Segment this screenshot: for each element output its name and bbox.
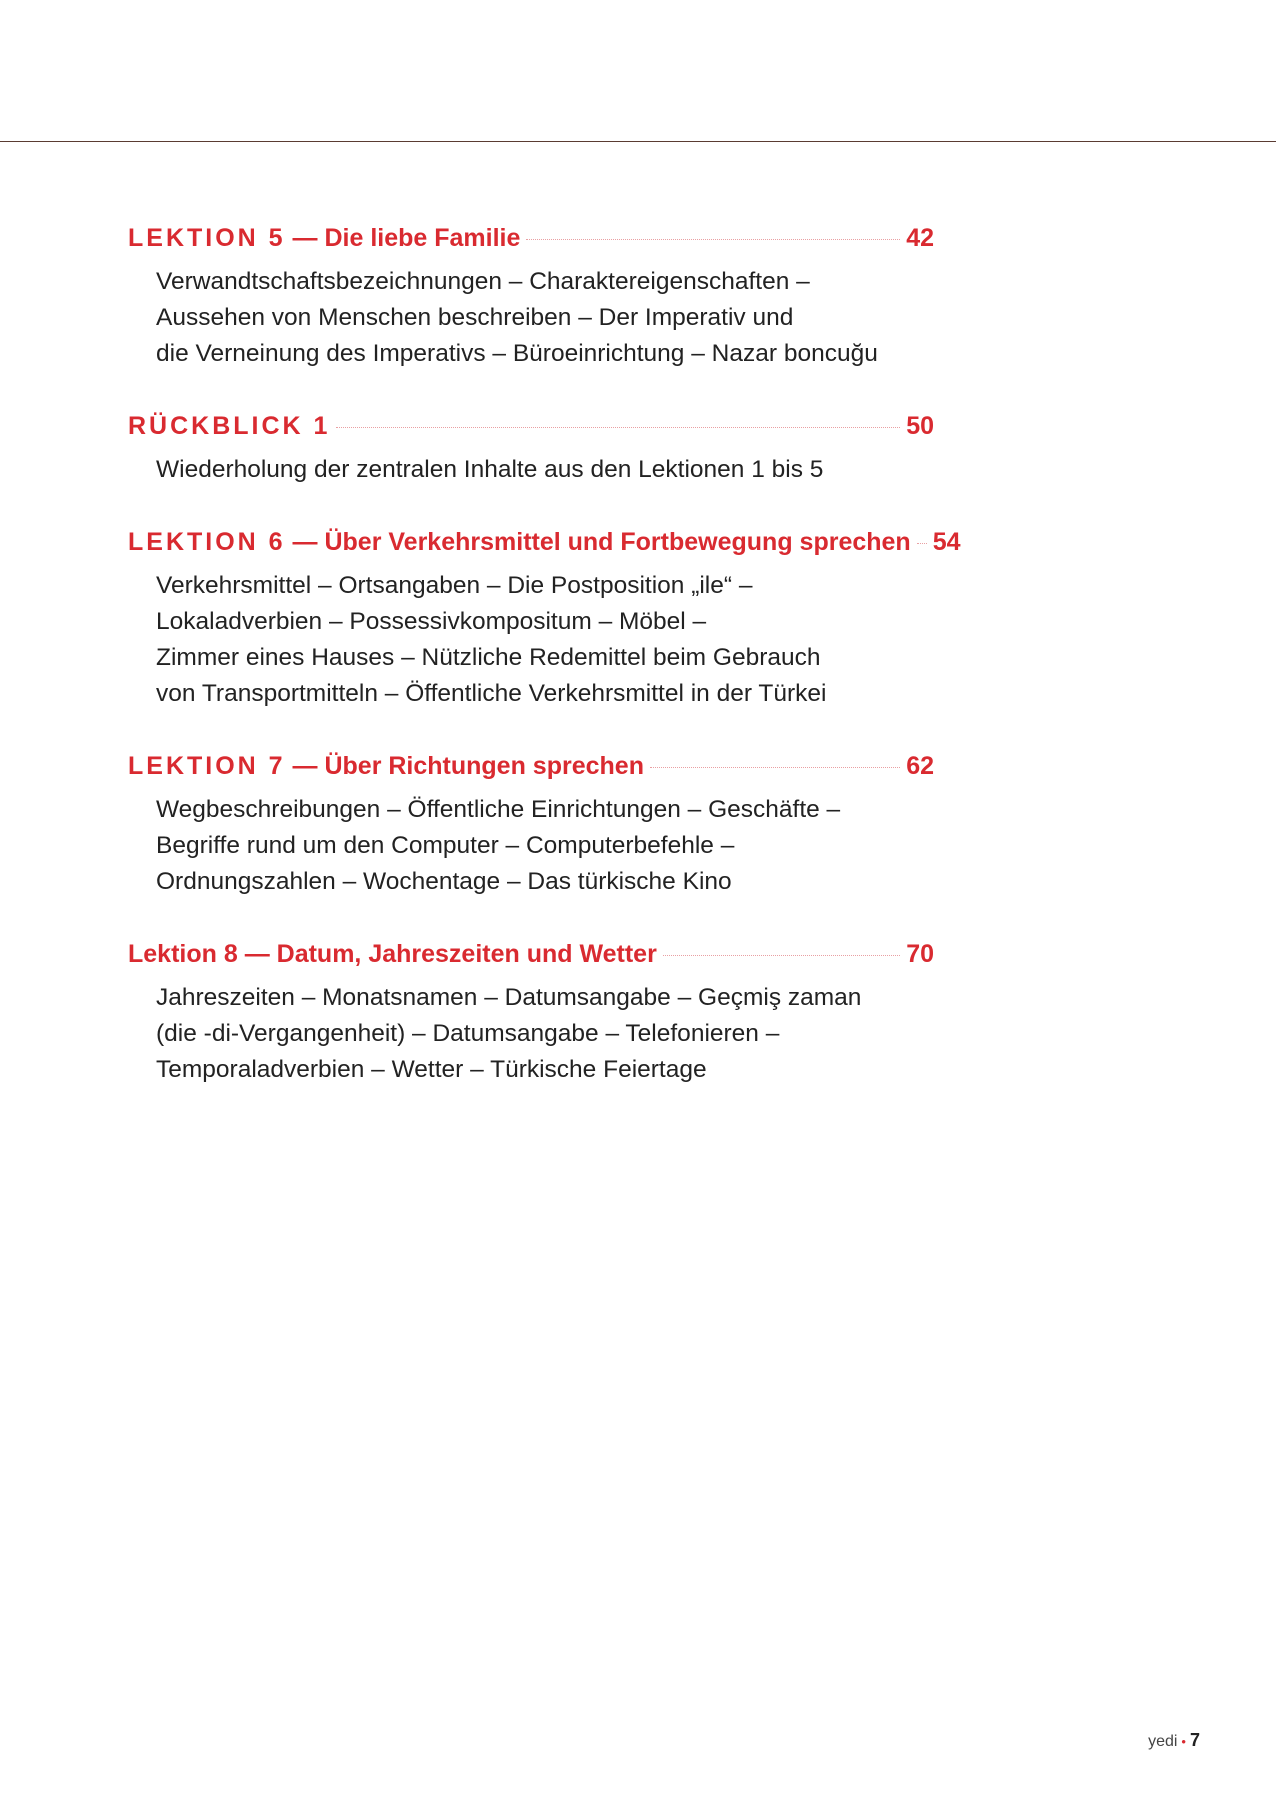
toc-entry-heading[interactable]: [128, 524, 961, 560]
dot-leader: [336, 427, 900, 428]
toc-entry-lektion-5: [128, 220, 934, 372]
toc-entry-lektion-8: [128, 936, 934, 1088]
toc-entry-page: 42: [906, 224, 934, 252]
toc-entry-lektion-7: [128, 748, 934, 900]
toc-entry-description: [128, 568, 934, 712]
dot-leader: [650, 767, 900, 768]
description-line: Wegbeschreibungen – Öffentliche Einrichtungen – Geschäfte –: [156, 796, 841, 823]
toc-entry-label: Lektion 8: [128, 940, 238, 968]
dot-leader: [526, 239, 900, 240]
toc-entry-description: [128, 452, 934, 488]
toc-entry-heading[interactable]: [128, 220, 934, 256]
dot-leader: [663, 955, 900, 956]
description-line: die Verneinung des Imperativs – Büroeinrichtung – Nazar boncuğu: [156, 340, 878, 367]
table-of-contents: [128, 220, 961, 1124]
toc-entry-label: LEKTION 7: [128, 752, 286, 780]
toc-entry-heading[interactable]: [128, 748, 934, 784]
toc-entry-topic: — Datum, Jahreszeiten und Wetter: [237, 940, 657, 968]
toc-entry-topic: — Die liebe Familie: [285, 224, 521, 252]
toc-entry-description: [128, 792, 934, 900]
bullet-separator: •: [1181, 1734, 1186, 1749]
toc-entry-label: RÜCKBLICK 1: [128, 412, 331, 440]
description-line: Temporaladverbien – Wetter – Türkische Feiertage: [156, 1056, 707, 1083]
description-line: Ordnungszahlen – Wochentage – Das türkische Kino: [156, 868, 732, 895]
toc-entry-topic: — Über Richtungen sprechen: [285, 752, 644, 780]
toc-entry-title: [128, 748, 644, 784]
description-line: Aussehen von Menschen beschreiben – Der Imperativ und: [156, 304, 794, 331]
page-footer: [1148, 1730, 1200, 1751]
description-line: Verwandtschaftsbezeichnungen – Charaktereigenschaften –: [156, 268, 810, 295]
description-line: Lokaladverbien – Possessivkompositum – Möbel –: [156, 608, 707, 635]
toc-entry-rueckblick-1: [128, 408, 934, 488]
description-line: (die -di-Vergangenheit) – Datumsangabe – Telefonieren –: [156, 1020, 780, 1047]
toc-entry-title: [128, 936, 657, 972]
toc-entry-lektion-6: [128, 524, 961, 712]
toc-entry-description: [128, 980, 934, 1088]
toc-entry-title: [128, 524, 911, 560]
toc-entry-title: [128, 220, 520, 256]
description-line: Begriffe rund um den Computer – Computerbefehle –: [156, 832, 735, 859]
header-rule: [0, 141, 1276, 142]
toc-entry-page: 50: [906, 412, 934, 440]
description-line: von Transportmitteln – Öffentliche Verkehrsmittel in der Türkei: [156, 680, 827, 707]
page-word: yedi: [1148, 1733, 1178, 1750]
description-line: Jahreszeiten – Monatsnamen – Datumsangabe – Geçmiş zaman: [156, 984, 862, 1011]
description-line: Zimmer eines Hauses – Nützliche Redemittel beim Gebrauch: [156, 644, 821, 671]
toc-entry-label: LEKTION 5: [128, 224, 286, 252]
toc-entry-label: LEKTION 6: [128, 528, 286, 556]
toc-entry-title: [128, 408, 330, 444]
toc-entry-page: 54: [932, 528, 961, 556]
description-line: Wiederholung der zentralen Inhalte aus den Lektionen 1 bis 5: [156, 456, 824, 483]
toc-entry-page: 62: [906, 752, 934, 780]
dot-leader: [917, 543, 927, 544]
toc-entry-page: 70: [906, 940, 934, 968]
page-number: 7: [1189, 1730, 1200, 1750]
toc-entry-heading[interactable]: [128, 936, 934, 972]
description-line: Verkehrsmittel – Ortsangaben – Die Postposition „ile“ –: [156, 572, 753, 599]
toc-entry-topic: — Über Verkehrsmittel und Fortbewegung sprechen: [285, 528, 911, 556]
toc-entry-description: [128, 264, 934, 372]
toc-entry-heading[interactable]: [128, 408, 934, 444]
